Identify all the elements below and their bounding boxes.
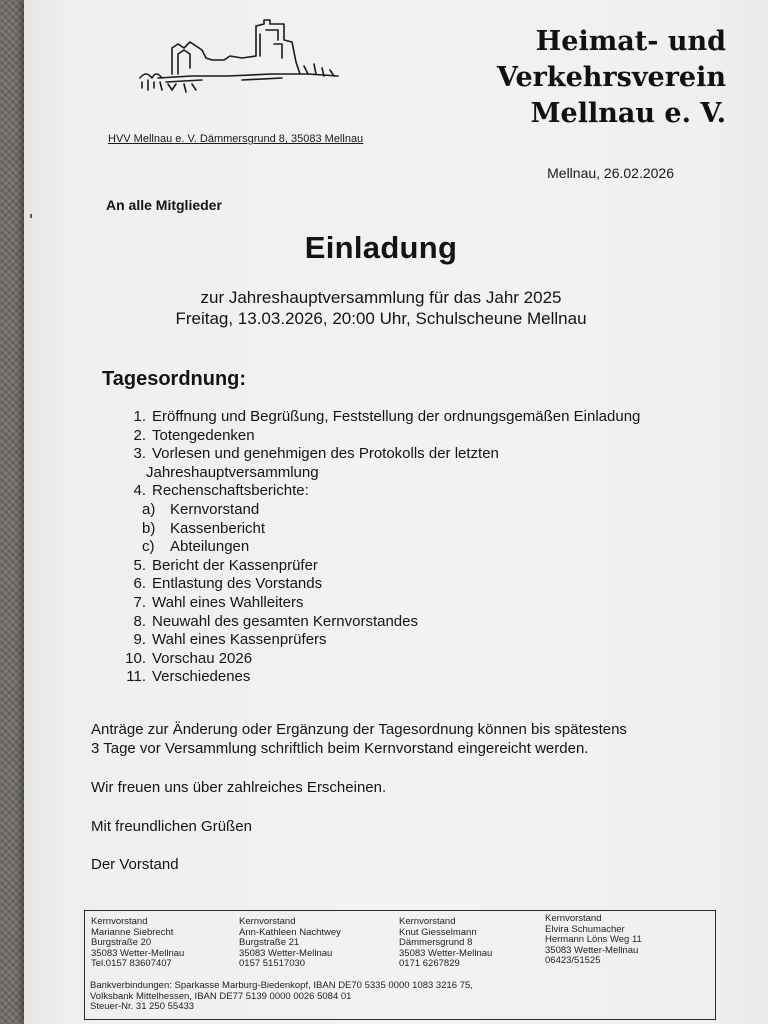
board-city: 35083 Wetter-Mellnau xyxy=(91,947,185,959)
footer-contact-box xyxy=(84,910,716,1020)
agenda-item-text: Entlastung des Vorstands xyxy=(152,575,323,593)
meeting-purpose: zur Jahreshauptversammlung für das Jahr 2025 xyxy=(200,288,562,307)
motions-notice-line: Anträge zur Änderung oder Ergänzung der Tagesordnung können bis spätestens xyxy=(91,721,627,738)
board-phone: 0171 6267829 xyxy=(399,958,460,970)
place-and-date: Mellnau, 26.02.2026 xyxy=(547,165,674,181)
agenda-item xyxy=(120,445,680,464)
agenda-item xyxy=(120,427,680,446)
motions-notice xyxy=(91,720,711,758)
agenda-subitem-text: Kernvorstand xyxy=(170,500,260,518)
agenda-item-number: 6. xyxy=(133,575,146,593)
agenda-item xyxy=(120,408,680,427)
attendance-note: Wir freuen uns über zahlreiches Erscheinen. xyxy=(91,779,387,796)
closing-greeting: Mit freundlichen Grüßen xyxy=(91,818,252,835)
hole-punch-mark xyxy=(20,786,22,790)
signature: Der Vorstand xyxy=(91,856,179,873)
agenda-item-text: Wahl eines Kassenprüfers xyxy=(152,631,327,649)
agenda-item-number: 10. xyxy=(125,649,146,667)
board-street: Burgstraße 21 xyxy=(239,937,300,949)
agenda-item xyxy=(120,613,680,632)
agenda-item xyxy=(120,668,680,687)
agenda-item xyxy=(120,631,680,650)
recipient-line: An alle Mitglieder xyxy=(106,197,222,213)
agenda-item-number: 8. xyxy=(133,612,146,630)
hole-punch-mark xyxy=(30,214,32,218)
agenda-item-text: Totengedenken xyxy=(152,426,255,444)
agenda-item-number: 11. xyxy=(126,668,146,686)
org-name-line-1: Heimat- und xyxy=(535,26,726,57)
board-name: Elvira Schumacher xyxy=(545,923,625,935)
board-role: Kernvorstand xyxy=(239,916,296,927)
board-phone: Tel.0157 83607407 xyxy=(91,958,172,970)
agenda-subitem xyxy=(120,538,680,557)
board-phone: 06423/51525 xyxy=(545,955,601,967)
org-name-line-2: Verkehrsverein xyxy=(497,62,726,93)
agenda-item-text: Vorlesen und genehmigen des Protokolls der letzten xyxy=(152,445,499,463)
agenda-item-text: Eröffnung und Begrüßung, Feststellung der ordnungsgemäßen Einladung xyxy=(152,408,641,425)
agenda-subitem xyxy=(120,520,680,539)
agenda-list xyxy=(120,408,680,687)
board-street: Hermann Löns Weg 11 xyxy=(545,934,642,946)
motions-notice-line: 3 Tage vor Versammlung schriftlich beim Kernvorstand eingereicht werden. xyxy=(91,740,589,757)
agenda-heading: Tagesordnung: xyxy=(102,368,247,390)
agenda-item-text: Wahl eines Wahlleiters xyxy=(152,593,304,611)
organization-name xyxy=(426,24,726,132)
meeting-date-location: Freitag, 13.03.2026, 20:00 Uhr, Schulscheune Mellnau xyxy=(175,309,587,328)
board-street: Burgstraße 20 xyxy=(91,937,152,949)
bank-line: Volksbank Mittelhessen, IBAN DE77 5139 0000 0026 5084 01 xyxy=(90,990,352,1002)
agenda-item xyxy=(120,575,680,594)
board-city: 35083 Wetter-Mellnau xyxy=(545,944,639,956)
agenda-subitem-text: Kassenbericht xyxy=(170,519,266,537)
board-city: 35083 Wetter-Mellnau xyxy=(399,947,493,959)
board-name: Marianne Siebrecht xyxy=(91,926,174,938)
agenda-subitem-letter: a) xyxy=(142,500,156,518)
agenda-item xyxy=(120,557,680,576)
agenda-item-text: Bericht der Kassenprüfer xyxy=(152,556,318,574)
agenda-subitem xyxy=(120,501,680,520)
board-role: Kernvorstand xyxy=(399,916,456,927)
agenda-item-number: 9. xyxy=(133,631,146,649)
castle-ruin-logo xyxy=(132,18,362,104)
agenda-item-continuation: Jahreshauptversammlung xyxy=(146,463,319,481)
agenda-item xyxy=(120,482,680,501)
board-name: Knut Giesselmann xyxy=(399,926,477,938)
agenda-item-text: Verschiedenes xyxy=(152,668,251,686)
agenda-item-number: 4. xyxy=(133,482,146,500)
board-name: Ann-Kathleen Nachtwey xyxy=(239,926,341,938)
agenda-subitem-letter: b) xyxy=(142,519,156,537)
agenda-item-number: 2. xyxy=(133,426,146,444)
agenda-item-number: 5. xyxy=(133,556,146,574)
sender-address-line: HVV Mellnau e. V. Dämmersgrund 8, 35083 Mellnau xyxy=(108,133,364,145)
agenda-subitem-letter: c) xyxy=(142,538,155,556)
board-member-contact xyxy=(545,914,642,967)
agenda-item-text: Rechenschaftsberichte: xyxy=(152,482,309,500)
agenda-item-text: Vorschau 2026 xyxy=(152,649,253,667)
board-member-contact xyxy=(399,917,492,970)
agenda-subitem-text: Abteilungen xyxy=(170,538,250,556)
meeting-details xyxy=(24,287,738,329)
bank-line: Bankverbindungen: Sparkasse Marburg-Biedenkopf, IBAN DE70 5335 0000 1083 3216 75, xyxy=(90,980,473,991)
board-city: 35083 Wetter-Mellnau xyxy=(239,947,333,959)
board-member-contact xyxy=(91,917,184,970)
agenda-item-number: 1. xyxy=(133,408,146,425)
board-street: Dämmersgrund 8 xyxy=(399,937,473,949)
agenda-item-number: 3. xyxy=(133,445,146,463)
board-role: Kernvorstand xyxy=(91,916,148,927)
board-phone: 0157 51517030 xyxy=(239,958,306,970)
bank-and-tax-details xyxy=(90,981,473,1013)
letter-sheet xyxy=(24,0,768,1024)
board-member-contact xyxy=(239,917,341,970)
document-title: Einladung xyxy=(304,230,458,265)
tax-number: Steuer-Nr. 31 250 55433 xyxy=(90,1001,195,1013)
agenda-item-number: 7. xyxy=(133,593,146,611)
agenda-item xyxy=(120,650,680,669)
agenda-item xyxy=(120,594,680,613)
agenda-item-text: Neuwahl des gesamten Kernvorstandes xyxy=(152,612,418,630)
board-role: Kernvorstand xyxy=(545,913,602,924)
org-name-line-3: Mellnau e. V. xyxy=(530,98,726,129)
